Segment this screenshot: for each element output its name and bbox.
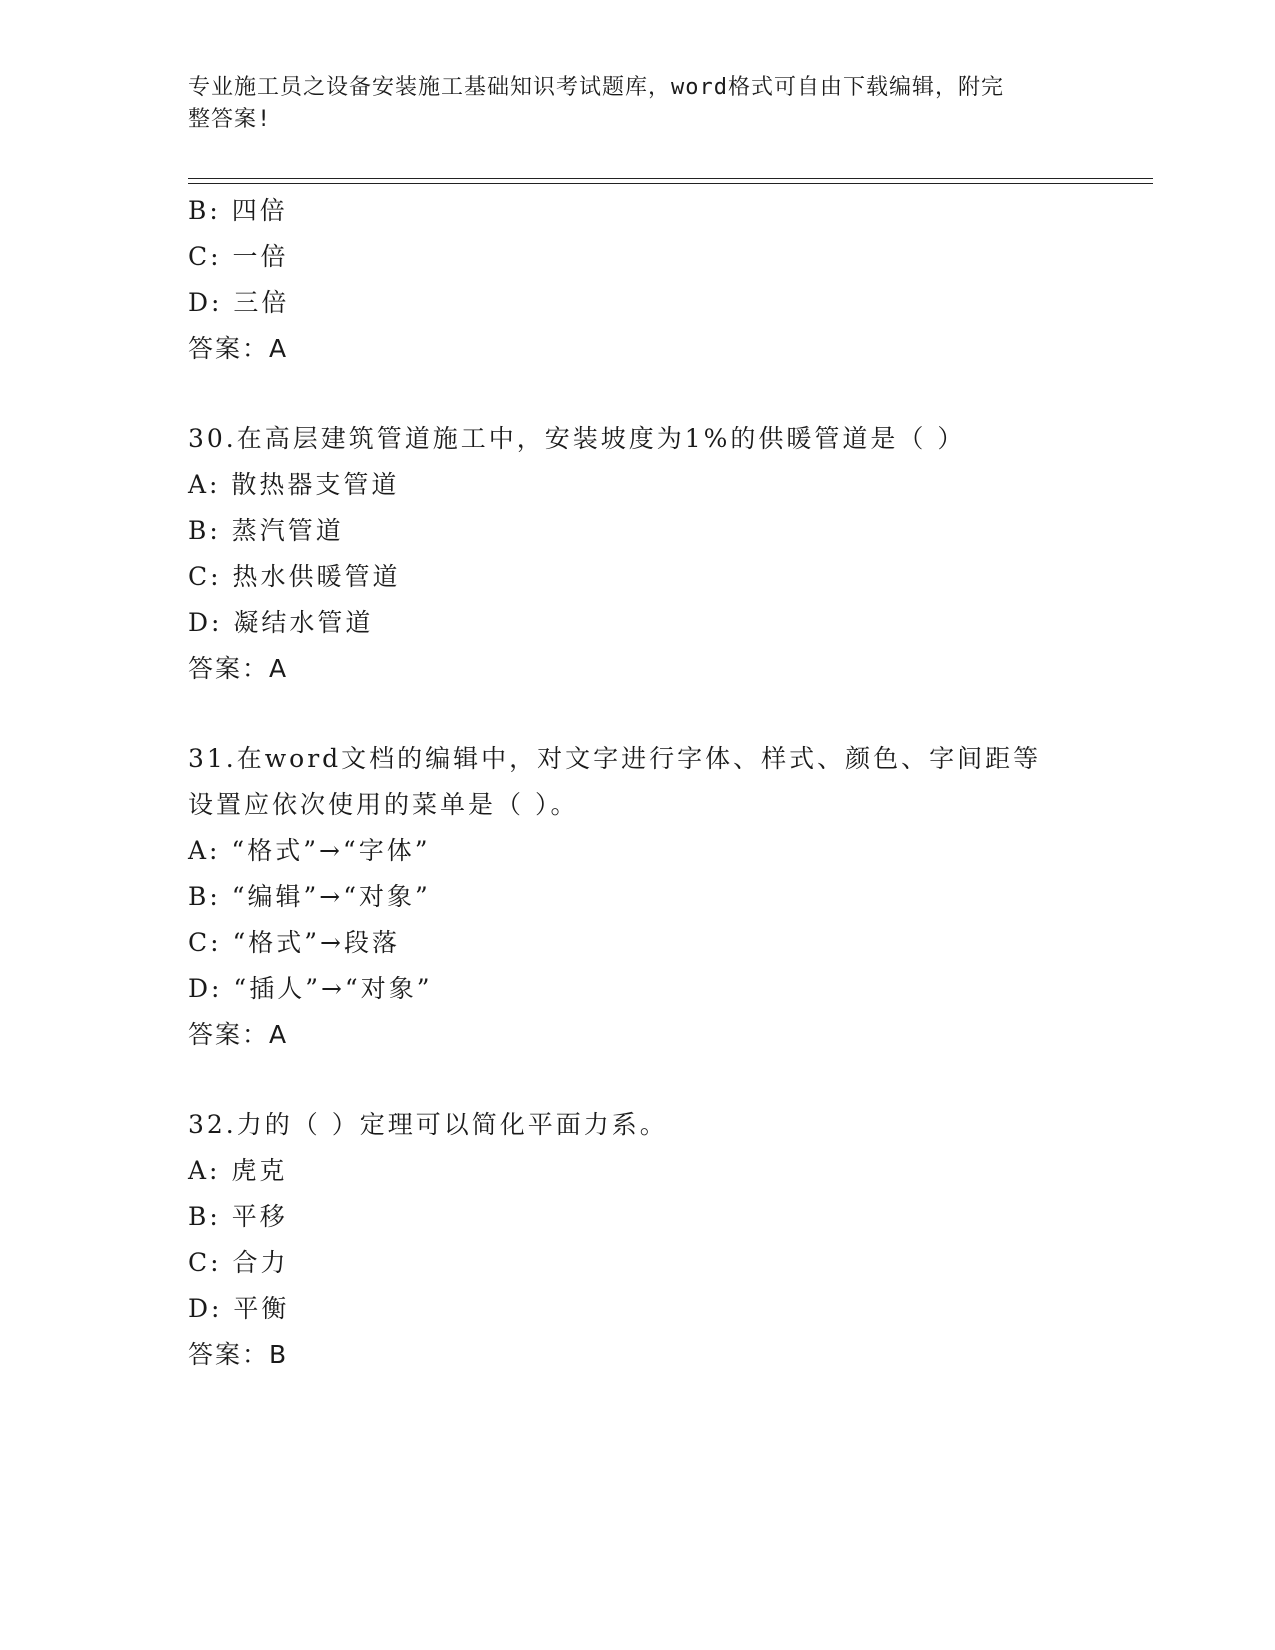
option-b: B: 四倍 (188, 196, 288, 225)
answer-line: 答案：B (188, 1340, 289, 1369)
option-b: B: 平移 (188, 1202, 288, 1231)
option-d: D: “插人”→“对象” (188, 974, 433, 1003)
answer-line: 答案：A (188, 1020, 289, 1049)
question-stem-line-1: 31.在word文档的编辑中，对文字进行字体、样式、颜色、字间距等 (188, 744, 1042, 773)
question-stem: 32.力的（ ）定理可以简化平面力系。 (188, 1110, 668, 1139)
option-a: A: 散热器支管道 (188, 470, 400, 499)
header-title-line-1: 专业施工员之设备安装施工基础知识考试题库，word格式可自由下载编辑，附完 (188, 75, 1004, 100)
option-a: A: “格式”→“字体” (188, 836, 431, 865)
document-header (188, 72, 1068, 136)
option-c: C: 合力 (188, 1248, 289, 1277)
question-31 (188, 736, 1068, 1058)
question-stem-line-2: 设置应依次使用的菜单是（ ）。 (188, 790, 579, 819)
spacer (188, 372, 1068, 416)
spacer (188, 692, 1068, 736)
question-30 (188, 416, 1068, 692)
option-d: D: 凝结水管道 (188, 608, 374, 637)
option-c: C: “格式”→段落 (188, 928, 401, 957)
question-block-continued (188, 188, 1068, 372)
question-list (188, 188, 1068, 1378)
question-32 (188, 1102, 1068, 1378)
header-divider-top (188, 178, 1153, 179)
answer-line: 答案：A (188, 334, 289, 363)
option-c: C: 热水供暖管道 (188, 562, 401, 591)
option-c: C: 一倍 (188, 242, 289, 271)
header-divider-bottom (188, 183, 1153, 184)
option-d: D: 三倍 (188, 288, 290, 317)
option-a: A: 虎克 (188, 1156, 288, 1185)
answer-line: 答案：A (188, 654, 289, 683)
option-b: B: “编辑”→“对象” (188, 882, 431, 911)
option-d: D: 平衡 (188, 1294, 290, 1323)
header-title-line-2: 整答案! (188, 107, 272, 132)
spacer (188, 1058, 1068, 1102)
question-stem: 30.在高层建筑管道施工中，安装坡度为1%的供暖管道是（ ） (188, 424, 966, 453)
option-b: B: 蒸汽管道 (188, 516, 344, 545)
